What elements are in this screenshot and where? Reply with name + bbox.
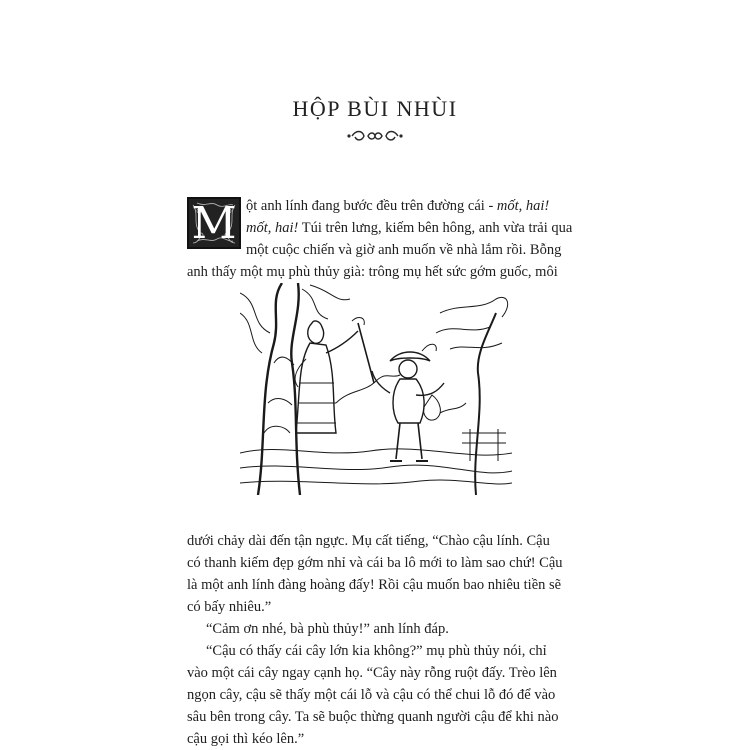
text-line	[246, 195, 549, 217]
text-line: “Cảm ơn nhé, bà phù thủy!” anh lính đáp.	[206, 621, 449, 637]
text-line: một cuộc chiến và giờ anh muốn về nhà lắm rồi. Bỗng	[246, 242, 562, 258]
text-line: vào một cái cây ngay cạnh họ. “Cây này rỗng ruột đấy. Trèo lên	[187, 665, 557, 681]
illustration-engraving	[240, 283, 512, 495]
text-line: có thanh kiếm đẹp gớm nhỉ và cái ba lô mới to làm sao chứ! Cậu	[187, 555, 563, 571]
text-line: ngọn cây, cậu sẽ thấy một cái lỗ và cậu có thể chui lỗ đó để vào	[187, 687, 556, 703]
text-line: “Cậu có thấy cái cây lớn kia không?” mụ phù thủy nói, chỉ	[206, 643, 547, 659]
text-line: cậu gọi thì kéo lên.”	[187, 731, 305, 747]
flourish-ornament-icon	[346, 128, 404, 144]
text-span: Túi trên lưng, kiếm bên hông, anh vừa trải qua	[298, 220, 573, 236]
text-line: dưới chảy dài đến tận ngực. Mụ cất tiếng, “Chào cậu lính. Cậu	[187, 533, 550, 549]
text-span: ột anh lính đang bước đều trên đường cái -	[246, 198, 497, 214]
text-line: có bấy nhiêu.”	[187, 599, 272, 615]
chapter-title: HỘP BÙI NHÙI	[292, 96, 458, 121]
text-italic: mốt, hai!	[496, 198, 550, 214]
text-line: là một anh lính đàng hoàng đấy! Rồi cậu muốn bao nhiêu tiền sẽ	[187, 577, 562, 593]
drop-cap-letter: M	[191, 198, 237, 249]
text-italic: mốt, hai!	[246, 220, 299, 236]
text-line	[246, 217, 572, 239]
drop-cap	[187, 197, 241, 249]
text-line: sâu bên trong cây. Ta sẽ buộc thừng quanh người cậu để khi nào	[187, 709, 559, 725]
text-line: anh thấy một mụ phù thủy già: trông mụ hết sức gớm guốc, môi	[187, 264, 558, 280]
